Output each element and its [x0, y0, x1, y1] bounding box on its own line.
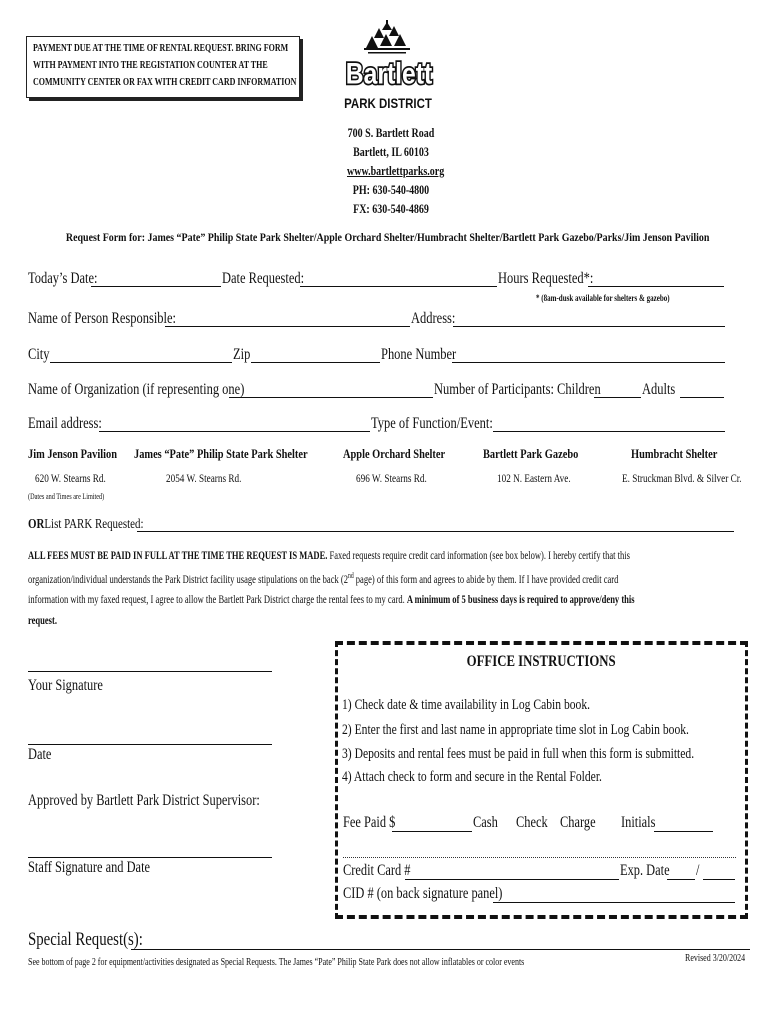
list-park-label: List PARK Requested: — [44, 517, 144, 532]
notice-line: PAYMENT DUE AT THE TIME OF RENTAL REQUEST. BRING FORM — [33, 43, 289, 54]
function-type-field[interactable] — [493, 431, 725, 432]
signature-line[interactable] — [28, 671, 272, 672]
logo-subtitle: PARK DISTRICT — [344, 94, 432, 112]
email-label: Email address: — [28, 415, 102, 432]
fee-paid-field[interactable] — [392, 814, 472, 832]
fees-text: page) of this form and agrees to abide by them. If I have provided credit card — [353, 571, 619, 586]
row-email-function — [0, 411, 770, 435]
date-requested-label: Date Requested: — [222, 270, 305, 287]
credit-card-field[interactable] — [405, 862, 619, 880]
organization-field[interactable] — [229, 397, 433, 398]
name-responsible-field[interactable] — [165, 326, 410, 327]
exp-month-field[interactable] — [667, 862, 695, 880]
facility-name: James “Pate” Philip State Park Shelter — [134, 446, 308, 461]
todays-date-label: Today’s Date: — [28, 270, 98, 287]
contact-block — [336, 124, 446, 219]
city-field[interactable] — [50, 362, 232, 363]
office-step: 3) Deposits and rental fees must be paid in full when this form is submitted. — [342, 746, 695, 762]
exp-separator: / — [696, 862, 700, 879]
fees-text: organization/individual understands the Park District facility usage stipulations on the back (2 — [28, 571, 348, 586]
exp-date-label: Exp. Date — [620, 862, 670, 879]
email-field[interactable] — [99, 431, 370, 432]
facility-address: 696 W. Stearns Rd. — [356, 473, 427, 485]
notice-line: WITH PAYMENT INTO THE REGISTATION COUNTER AT THE — [33, 60, 268, 71]
or-label: OR — [28, 517, 45, 532]
facility-name: Humbracht Shelter — [631, 446, 718, 461]
phone-field[interactable] — [452, 362, 725, 363]
organization-label: Name of Organization (if representing one) — [28, 381, 245, 398]
special-request-label: Special Request(s): — [28, 929, 143, 950]
fees-text: information with my faxed request, I agree to allow the Bartlett Park District charge the rental fees to my card. — [28, 592, 407, 606]
city-state-zip: Bartlett, IL 60103 — [353, 145, 429, 159]
children-field[interactable] — [594, 397, 641, 398]
function-type-label: Type of Function/Event: — [371, 415, 493, 432]
credit-card-label: Credit Card # — [343, 862, 411, 879]
hours-requested-field[interactable] — [588, 286, 724, 287]
dotted-divider — [343, 857, 736, 858]
special-request-field[interactable] — [131, 949, 750, 950]
approved-by-label: Approved by Bartlett Park District Supervisor: — [28, 792, 260, 809]
cid-label: CID # (on back signature panel) — [343, 885, 503, 902]
row-city-zip-phone — [0, 342, 770, 366]
address-field[interactable] — [453, 326, 725, 327]
date-line[interactable] — [28, 744, 272, 745]
payment-notice-box — [26, 36, 300, 98]
hours-note: * (8am-dusk available for shelters & gazebo) — [536, 293, 670, 303]
office-instructions-title: OFFICE INSTRUCTIONS — [466, 653, 616, 670]
name-responsible-label: Name of Person Responsible: — [28, 310, 177, 327]
zip-label: Zip — [233, 346, 251, 363]
date-label: Date — [28, 746, 52, 763]
phone-label: Phone Number — [381, 346, 457, 363]
todays-date-field[interactable] — [91, 286, 221, 287]
row-name-address — [0, 306, 770, 330]
check-option[interactable]: Check — [516, 814, 548, 831]
facility-name: Apple Orchard Shelter — [343, 446, 446, 461]
phone-number: PH: 630-540-4800 — [352, 183, 430, 197]
footer-note: See bottom of page 2 for equipment/activities designated as Special Requests. The James “Pate” Philip State Park does not allow inflatables or color events — [28, 957, 525, 968]
staff-signature-line[interactable] — [28, 857, 272, 858]
initials-field[interactable] — [654, 814, 713, 832]
address-label: Address: — [411, 310, 456, 327]
fee-paid-label: Fee Paid $ — [343, 814, 396, 831]
office-step: 2) Enter the first and last name in appropriate time slot in Log Cabin book. — [342, 722, 689, 738]
fax-number: FX: 630-540-4869 — [353, 202, 429, 216]
facility-address: 102 N. Eastern Ave. — [497, 473, 571, 485]
staff-signature-label: Staff Signature and Date — [28, 859, 151, 876]
revised-date: Revised 3/20/2024 — [685, 953, 746, 964]
initials-label: Initials — [621, 814, 656, 831]
adults-field[interactable] — [680, 397, 724, 398]
facility-address: 620 W. Stearns Rd. — [35, 473, 106, 485]
cid-field[interactable] — [493, 885, 735, 903]
row-organization — [0, 377, 770, 401]
facility-name: Bartlett Park Gazebo — [483, 446, 579, 461]
bartlett-park-district-logo — [344, 18, 434, 120]
fees-paragraph — [28, 545, 770, 630]
cash-option[interactable]: Cash — [473, 814, 498, 831]
request-form-title: Request Form for: James “Pate” Philip State Park Shelter/Apple Orchard Shelter/Humbracht Shelter/Bartlett Park Gazebo/Parks/Jim Jenson Pavilion — [65, 230, 710, 244]
dates-limited-note: (Dates and Times are Limited) — [28, 492, 105, 501]
your-signature-label: Your Signature — [28, 677, 103, 694]
logo-wordmark: Bartlett — [345, 56, 433, 91]
facility-name: Jim Jenson Pavilion — [28, 446, 117, 461]
participants-label: Number of Participants: Children — [434, 381, 601, 398]
zip-field[interactable] — [251, 362, 380, 363]
website-link[interactable]: www.bartlettparks.org — [347, 164, 445, 178]
fees-minimum-end: request. — [28, 612, 57, 627]
exp-year-field[interactable] — [703, 862, 735, 880]
facility-address: 2054 W. Stearns Rd. — [166, 473, 242, 485]
row-list-park — [0, 511, 770, 535]
fees-text: Faxed requests require credit card information (see box below). I hereby certify that this — [327, 548, 630, 562]
row-dates — [0, 266, 770, 290]
row-special-request — [0, 927, 770, 953]
list-park-field[interactable] — [137, 531, 734, 532]
charge-option[interactable]: Charge — [560, 814, 596, 831]
office-step: 1) Check date & time availability in Log Cabin book. — [342, 697, 591, 713]
hours-requested-label: Hours Requested*: — [498, 270, 594, 287]
fees-sup: nd — [347, 570, 354, 580]
date-requested-field[interactable] — [300, 286, 497, 287]
adults-label: Adults — [642, 381, 676, 398]
city-label: City — [28, 346, 50, 363]
fees-heading: ALL FEES MUST BE PAID IN FULL AT THE TIME THE REQUEST IS MADE. — [28, 548, 328, 562]
street-address: 700 S. Bartlett Road — [347, 126, 435, 140]
office-step: 4) Attach check to form and secure in the Rental Folder. — [342, 769, 602, 785]
facility-address: E. Struckman Blvd. & Silver Cr. — [622, 473, 742, 485]
notice-line: COMMUNITY CENTER OR FAX WITH CREDIT CARD INFORMATION — [33, 77, 297, 88]
fees-minimum: A minimum of 5 business days is required to approve/deny this — [406, 592, 635, 606]
